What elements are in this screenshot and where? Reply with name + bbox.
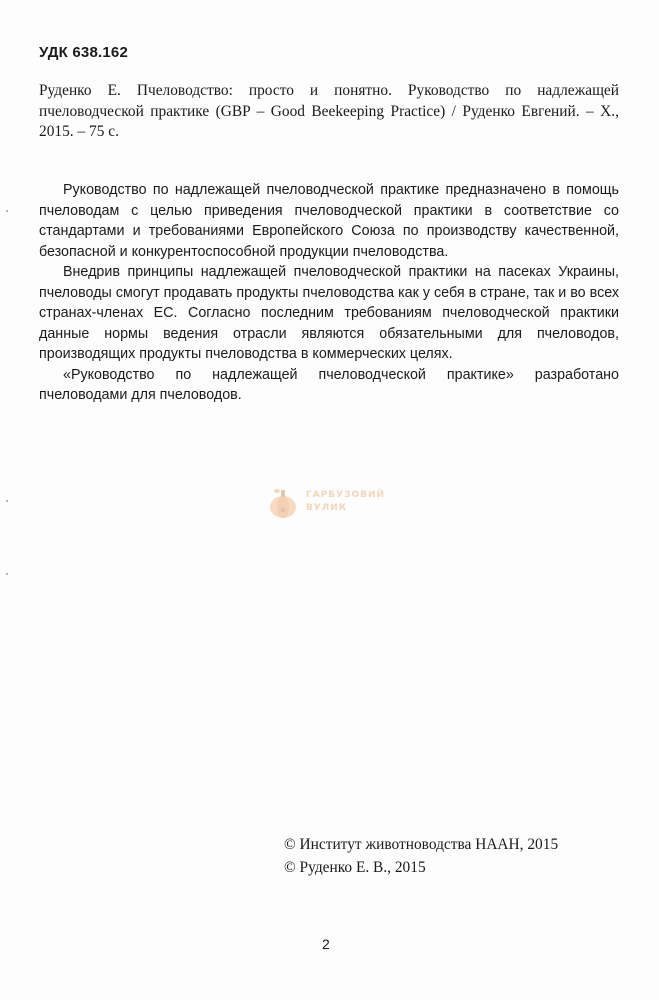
margin-mark: [6, 210, 8, 212]
margin-mark: [6, 500, 8, 502]
pumpkin-hive-icon: [268, 487, 298, 519]
udk-code: УДК 638.162: [39, 44, 128, 61]
watermark-text: ГАРБУЗОВИЙ ВУЛИК: [306, 490, 386, 513]
bibliographic-record: Руденко Е. Пчеловодство: просто и понятно. Руководство по надлежащей пчеловодческой практике (GBP – Good Beekeeping Practice) / Руденко Евгений. – Х., 2015. – 75 с.: [39, 82, 619, 140]
margin-mark: [6, 573, 8, 575]
annotation-paragraph: «Руководство по надлежащей пчеловодческой практике» разработано пчеловодами для пчеловодов.: [39, 366, 619, 403]
watermark: [266, 483, 406, 523]
copyright-line: © Руденко Е. В., 2015: [284, 859, 426, 876]
annotation: [39, 180, 619, 406]
annotation-paragraph: Руководство по надлежащей пчеловодческой практике предназначено в помощь пчеловодам с целью приведения пчеловодческой практики в соответствие со стандартами и требованиями Европейского Союза по производству качественной, безопасной и конкурентоспособной продукции пчеловодства.: [39, 182, 619, 260]
copyright-line: © Институт животноводства НААН, 2015: [284, 836, 559, 853]
page-number: 2: [322, 936, 330, 952]
copyright-block: [284, 833, 558, 879]
annotation-paragraph: Внедрив принципы надлежащей пчеловодческой практики на пасеках Украины, пчеловоды смогут продавать продукты пчеловодства как у себя в стране, так и во всех странах-членах ЕС. Согласно последним требованиям пчеловодческой практики данные нормы ведения отрасли являются обязательными для пчеловодов, производящих продукты пчеловодства в коммерческих целях.: [39, 264, 619, 362]
